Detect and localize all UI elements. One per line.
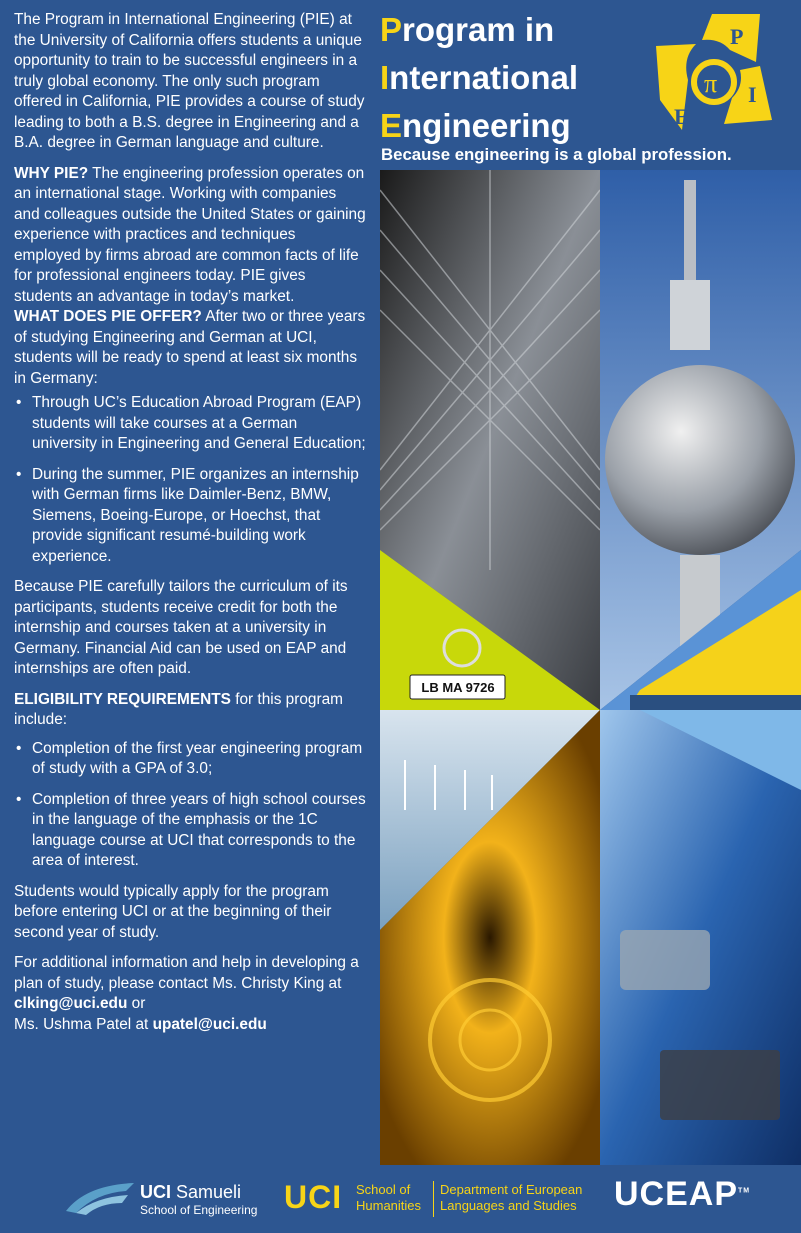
ucieap-text: UCEAP [614,1175,739,1213]
circuit-photo [600,710,801,1165]
eligibility-body: for this program include: [14,690,343,728]
apply-paragraph: Students would typically apply for the program before entering UCI or at the beginning of their second year of study. [14,882,332,941]
dept-line-1: Department of European [440,1182,583,1197]
list-item: • Through UC’s Education Abroad Program (EAP) students will take courses at a German university in Engineering and General Education; [14,393,366,455]
email-link-2[interactable]: upatel@uci.edu [152,1015,267,1033]
footer [0,1165,801,1233]
humanities-uci: UCI [284,1179,343,1215]
dept-line-2: Languages and Studies [440,1198,577,1213]
divider [433,1181,434,1217]
intro-paragraph: The Program in International Engineering (PIE) at the University of California offers students a unique opportunity to train to be successful engineers in a truly global economy. The only such program offered in California, PIE provides a course of study leading to both a B.S. degree in Engineering and a B.A. degree in German language and culture. [14,11,365,151]
list-item: • Completion of the first year engineering program of study with a GPA of 3.0; [14,739,366,780]
humanities-school-line-1: School of [356,1182,411,1197]
offer-list [14,393,366,567]
title-line-2: nternational [389,59,579,96]
logo-letter-i: I [748,82,757,107]
body-text-column [14,10,366,1045]
contact-person-1: Ms. Christy King at [212,974,342,992]
contact-intro: For additional information and help in developing a plan of study, please contact [14,954,359,992]
title-cap-e: E [380,107,403,144]
why-pie-heading: WHY PIE? [14,164,89,182]
logo-letter-e: E [674,104,689,129]
tagline: Because engineering is a global profession. [381,145,732,164]
why-pie-paragraph [14,164,366,308]
humanities-school-line-2: Humanities [356,1198,422,1213]
logo-pi-symbol: π [704,69,718,98]
page-title [380,6,650,150]
credit-paragraph: Because PIE carefully tailors the curriculum of its participants, students receive credit for both the internship and courses taken at a university in Germany. Financial Aid can be used on EAP and internships are often paid. [14,578,348,677]
samueli-name: Samueli [171,1182,242,1202]
ucieap-logo [614,1175,750,1214]
title-line-3: ngineering [402,107,571,144]
offer-paragraph [14,307,366,389]
logo-letter-p: P [730,24,744,49]
license-plate-text: LB MA 9726 [421,680,495,695]
uci-humanities-logo [284,1179,604,1219]
offer-heading: WHAT DOES PIE OFFER? [14,308,202,325]
samueli-uci: UCI [140,1182,171,1202]
samueli-wing-icon [66,1181,136,1215]
title-line-1: rogram in [402,11,555,48]
offer-body: After two or three years of studying Engineering and German at UCI, students will be ready to spend at least six months in Germany: [14,308,366,387]
why-pie-body: The engineering profession operates on an international stage. Working with companies and colleagues outside the United States or gaining experience with practices and techniques employed by firms abroad are common facts of life for professional engineers today. PIE gives students an advantage in today’s market. [14,164,366,305]
email-link-1[interactable]: clking@uci.edu [14,995,128,1012]
contact-person-2: Ms. Ushma Patel at [14,1015,153,1033]
ucieap-tm: TM [738,1187,751,1195]
list-item: • Completion of three years of high school courses in the language of the emphasis or the 1C language course at UCI that corresponds to the area of interest. [14,790,366,872]
eligibility-list [14,739,366,872]
uci-samueli-logo [66,1179,266,1219]
contact-paragraph [14,953,366,1035]
eligibility-heading: ELIGIBILITY REQUIREMENTS [14,690,231,708]
title-cap-p: P [380,11,403,48]
photo-collage [380,170,801,1165]
title-cap-i: I [380,59,390,96]
eligibility-paragraph [14,690,366,731]
pie-logo [652,10,772,135]
samueli-sub: School of Engineering [140,1203,258,1217]
list-item: • During the summer, PIE organizes an internship with German firms like Daimler-Benz, BMW, Siemens, Boeing-Europe, or Hoechst, that provide significant resumé-building work experience. [14,465,366,568]
contact-or: or [127,995,146,1012]
